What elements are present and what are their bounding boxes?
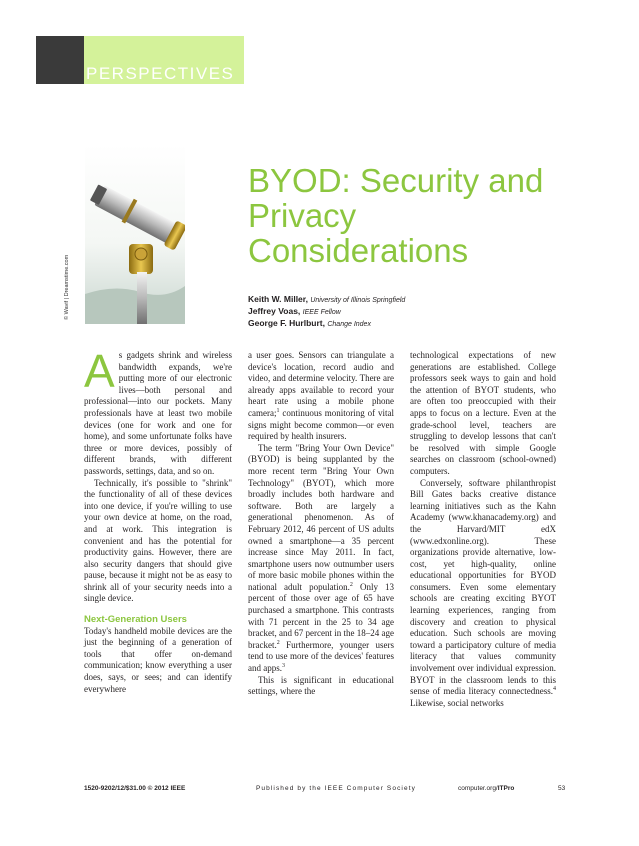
paragraph-text: Likewise, social networks [410,697,504,708]
author-line [248,294,405,304]
author-affiliation: Change Index [327,321,371,328]
paragraph-text: Conversely, software philanthropist Bill Gates backs creative distance learning initiatives such as the Kahn Academy (www.khanacademy.org) and the Harvard/MIT edX (www.edxonline.org). These organizations provide alternative, low-cost, yet high-quality, online educational opportunities for BYOD consumers. Even some elementary schools are creating exciting BYOT learning experiences, ranging from discovery and creation to physical education. Such schools are moving toward a participatory culture of media literacy that values community involvement over individual expression. BYOT in the classroom lends to this sense of media literacy connectedness. [410,477,556,697]
body-paragraph [410,478,556,710]
author-affiliation: University of Illinois Springfield [310,297,406,304]
body-paragraph: Today's handheld mobile devices are the just the beginning of a generation of tools that offer on-demand communication; know everything a user does, says, or sees; and can identify everywhere [84,625,232,694]
body-paragraph [84,345,232,478]
body-column-1 [84,345,232,695]
header-dark-block [36,36,84,84]
paragraph-text: Only 13 percent of those over age of 65 have purchased a smartphone. This contrasts with 71 percent in the 25 to 34 age bracket, and 67 percent in the 18–24 age bracket. [248,581,395,650]
page-number: 53 [558,785,566,792]
footer-publisher: Published by the IEEE Computer Society [256,785,416,792]
telescope-photo [85,144,185,324]
photo-credit: © Wavif | Dreamstime.com [64,254,70,320]
citation-ref: 3 [282,663,285,670]
article-title: BYOD: Security and Privacy Considerations [248,162,544,269]
body-paragraph: This is significant in educational settings, where the [248,674,394,697]
footer-url [458,785,514,792]
section-label: PERSPECTIVES [86,64,235,83]
body-column-2 [248,350,394,698]
footer-url-bold: ITPro [497,785,515,792]
body-column-3 [410,350,556,709]
paragraph-text: Furthermore, younger users tend to use more of the devices' features and apps. [248,639,394,674]
section-subhead: Next-Generation Users [84,614,187,626]
citation-ref: 2 [349,581,353,588]
author-name: Jeffrey Voas, [248,306,301,316]
body-paragraph: Technically, it's possible to "shrink" the functionality of all of these devices into one device, if you're willing to use your own device at home, on the road, and at work. This integration is convenient and has the potential for productivity gains. However, there are also security dangers that should give pause, because it might not be as easy to shrink all of your security needs into a single device. [84,477,232,604]
body-paragraph: technological expectations of new generations are established. College professors seek ways to gain and hold the attention of BYOT students, who are often too preoccupied with their apps to focus on a lecture. Even at the grade-school level, teachers are struggling to develop lessons that can't be resolved with simple Google searches on classroom (school-owned) computers. [410,350,556,476]
citation-ref: 4 [553,686,556,693]
body-paragraph [248,350,394,443]
paragraph-text: s gadgets shrink and wireless bandwidth expands, we're putting more of our electronic lives—both personal and professional—into our pockets. Many professionals have at least two mobile devices (one for work and one for home), and some unfortunate folks have three or more devices, possibly of different brands, with different passwords, settings, data, and so on. [84,350,232,476]
author-line [248,306,341,316]
paragraph-text: a user goes. Sensors can triangulate a device's location, record audio and video, and determine velocity. There are already apps available to record your heart rate using a mobile phone camera; [248,350,394,418]
author-name: George F. Hurlburt, [248,318,325,328]
citation-ref: 2 [276,639,280,646]
paragraph-text: continuous monitoring of vital signs might become common—or even required by health insurers. [248,407,394,442]
author-line [248,318,371,328]
citation-ref: 1 [276,407,280,414]
drop-cap: A [84,345,115,397]
body-paragraph [248,443,394,675]
author-affiliation: IEEE Fellow [302,309,341,316]
footer-url-prefix: computer.org/ [458,785,498,792]
paragraph-text: The term "Bring Your Own Device" (BYOD) is being supplanted by the more recent term "Bring Your Own Technology" (BYOT), which more broadly includes both hardware and software. Both are largely a generational phenomenon. As of February 2012, 46 percent of US adults owned a smartphone—a 35 percent increase since May 2011. In fact, smartphone users now outnumber users of more basic mobile phones within the national adult population. [248,442,394,592]
author-name: Keith W. Miller, [248,294,308,304]
footer-copyright: 1520-9202/12/$31.00 © 2012 IEEE [84,785,186,792]
